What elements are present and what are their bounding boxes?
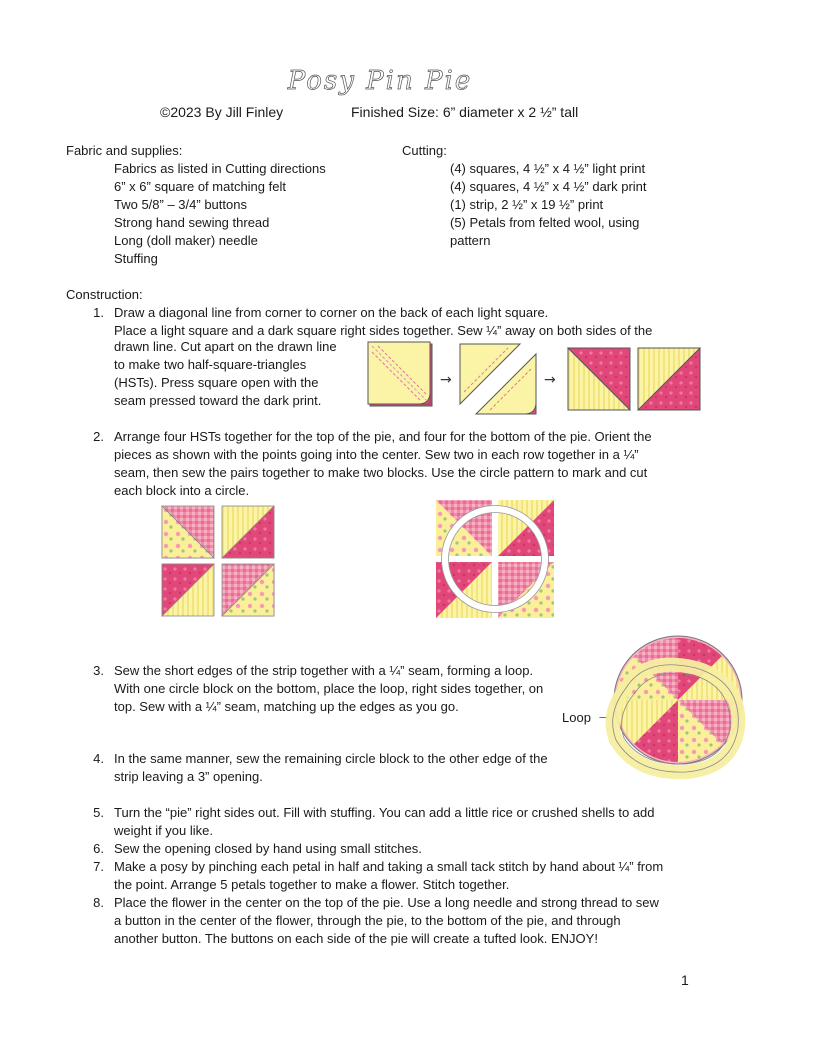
step-line: to make two half-square-triangles [114, 357, 307, 372]
cut-triangles [460, 344, 536, 414]
step-number: 4. [93, 751, 104, 766]
list-item: (4) squares, 4 ½” x 4 ½” dark print [450, 179, 647, 194]
step-line: Place the flower in the center on the top of the pie. Use a long needle and strong thread to sew [114, 895, 659, 910]
step-number: 2. [93, 429, 104, 444]
step-line: Turn the “pie” right sides out. Fill with stuffing. You can add a little rice or crushed shells to add [114, 805, 655, 820]
step-line: In the same manner, sew the remaining circle block to the other edge of the [114, 751, 548, 766]
step-line: Make a posy by pinching each petal in half and taking a small tack stitch by hand about ¼” from [114, 859, 664, 874]
step-line: (HSTs). Press square open with the [114, 375, 319, 390]
step-line: pieces as shown with the points going into the center. Sew two in each row together in a ¼” [114, 447, 639, 462]
page-title: Posy Pin Pie [287, 66, 473, 96]
pie-loop-illustration [606, 628, 748, 780]
construction-heading: Construction: [66, 287, 143, 302]
list-item: 6” x 6” square of matching felt [114, 179, 286, 194]
supplies-heading: Fabric and supplies: [66, 143, 183, 158]
step-number: 8. [93, 895, 104, 910]
byline: ©2023 By Jill Finley [160, 104, 284, 120]
step-line: a button in the center of the flower, through the pie, to the bottom of the pie, and through [114, 913, 621, 928]
hst-process-illustration [368, 340, 704, 416]
stacked-squares [368, 342, 432, 406]
step-line: Sew the short edges of the strip together with a ¼” seam, forming a loop. [114, 663, 534, 678]
list-item: pattern [450, 233, 491, 248]
step-line: top. Sew with a ¼” seam, matching up the edges as you go. [114, 699, 459, 714]
arrow-icon: → [596, 707, 612, 724]
step-number: 7. [93, 859, 104, 874]
cutting-heading: Cutting: [402, 143, 447, 158]
list-item: (4) squares, 4 ½” x 4 ½” light print [450, 161, 646, 176]
page-number: 1 [681, 972, 689, 988]
step-line: Arrange four HSTs together for the top of the pie, and four for the bottom of the pie. Orient the [114, 429, 652, 444]
arrow-icon: → [440, 372, 452, 388]
step-line: Draw a diagonal line from corner to corner on the back of each light square. [114, 305, 549, 320]
list-item: Stuffing [114, 251, 158, 266]
list-item: Two 5/8” – 3/4” buttons [114, 197, 247, 212]
pressed-hsts [568, 348, 700, 410]
four-hst-layout [162, 506, 276, 618]
list-item: Strong hand sewing thread [114, 215, 270, 230]
step-number: 6. [93, 841, 104, 856]
step-line: Sew the opening closed by hand using small stitches. [114, 841, 422, 856]
list-item: Fabrics as listed in Cutting directions [114, 161, 326, 176]
step-number: 3. [93, 663, 104, 678]
step-line: each block into a circle. [114, 483, 250, 498]
finished-size: Finished Size: 6” diameter x 2 ½” tall [351, 104, 579, 120]
list-item: Long (doll maker) needle [114, 233, 258, 248]
step-line: seam pressed toward the dark print. [114, 393, 322, 408]
circle-block-illustration [436, 498, 556, 620]
step-line: drawn line. Cut apart on the drawn line [114, 339, 337, 354]
step-line: Place a light square and a dark square right sides together. Sew ¼” away on both sides of the [114, 323, 653, 338]
step-line: With one circle block on the bottom, place the loop, right sides together, on [114, 681, 544, 696]
step-number: 1. [93, 305, 104, 320]
step-line: another button. The buttons on each side of the pie will create a tufted look. ENJOY! [114, 931, 598, 946]
step-line: weight if you like. [114, 823, 213, 838]
step-line: seam, then sew the pairs together to make two blocks. Use the circle pattern to mark and cut [114, 465, 648, 480]
loop-label: Loop [562, 710, 591, 725]
step-line: the point. Arrange 5 petals together to make a flower. Stitch together. [114, 877, 510, 892]
step-number: 5. [93, 805, 104, 820]
list-item: (1) strip, 2 ½” x 19 ½” print [450, 197, 604, 212]
step-line: strip leaving a 3” opening. [114, 769, 263, 784]
arrow-icon: → [544, 372, 556, 388]
list-item: (5) Petals from felted wool, using [450, 215, 640, 230]
